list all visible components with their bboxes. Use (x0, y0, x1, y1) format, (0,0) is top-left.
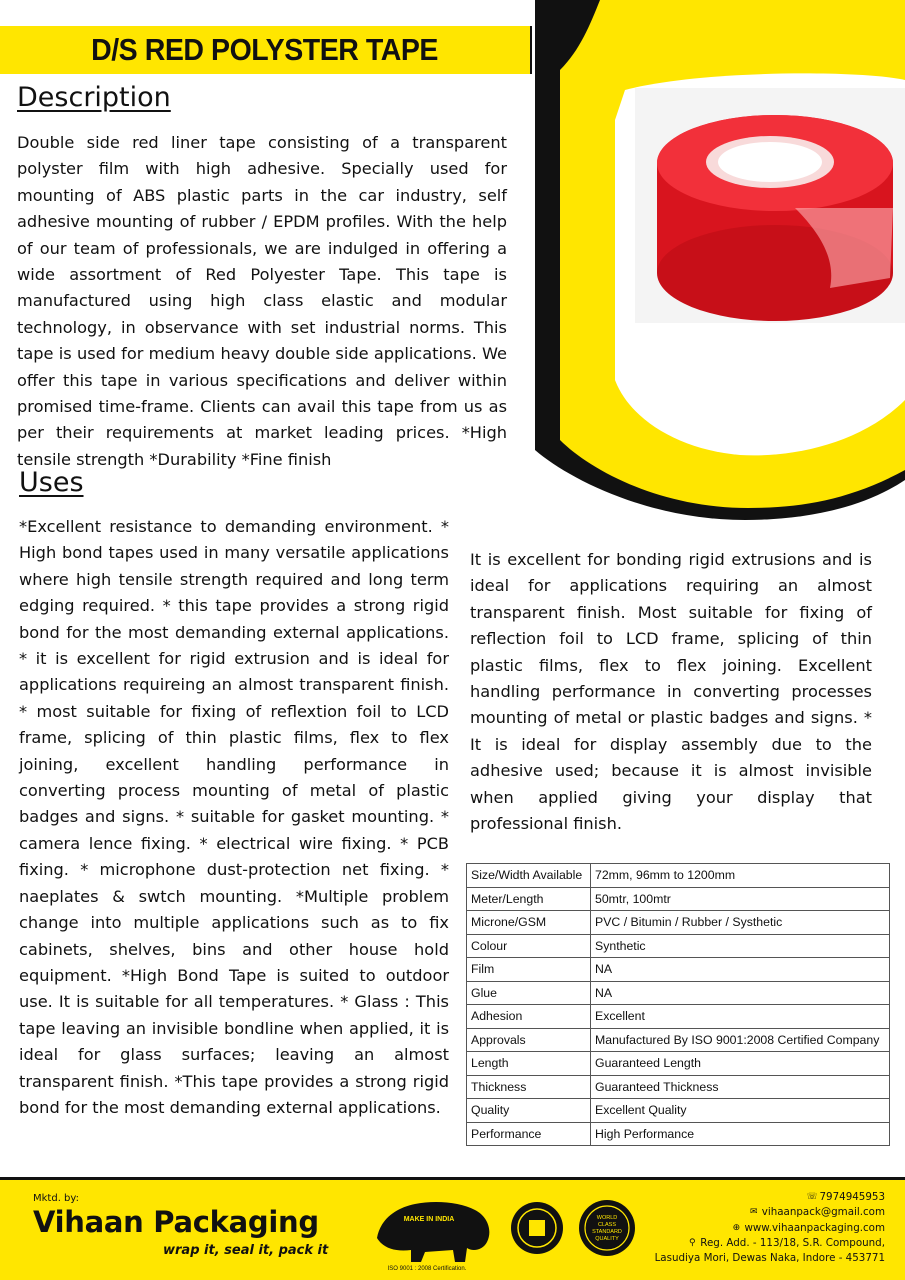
address-line-2: Lasudiya Mori, Dewas Naka, Indore - 453771 (654, 1252, 885, 1265)
table-row (467, 1005, 890, 1029)
spec-value: Excellent (591, 1005, 890, 1029)
spec-key: Colour (467, 934, 591, 958)
certification-logos (375, 1190, 645, 1272)
spec-key: Meter/Length (467, 887, 591, 911)
table-row (467, 864, 890, 888)
spec-value: Manufactured By ISO 9001:2008 Certified Company (591, 1028, 890, 1052)
location-pin-icon: ⚲ (688, 1237, 696, 1248)
spec-key: Performance (467, 1122, 591, 1146)
table-row (467, 1075, 890, 1099)
uses-text-right: It is excellent for bonding rigid extrusions and is ideal for applications requiring an almost transparent finish. Most suitable for fixing of reflection foil to LCD frame, splicing of thin plastic films, flex to flex joining. Excellent handling performance in converting processes mounting of metal or plastic badges and signs. * It is ideal for display assembly due to the adhesive used; because it is almost invisible when applied giving your display that professional finish. (470, 550, 872, 834)
badge-text-line: QUALITY (595, 1236, 619, 1242)
spec-key: Adhesion (467, 1005, 591, 1029)
spec-value: High Performance (591, 1122, 890, 1146)
table-row (467, 887, 890, 911)
table-row (467, 934, 890, 958)
uses-heading: Uses (19, 467, 84, 498)
spec-key: Thickness (467, 1075, 591, 1099)
spec-key: Quality (467, 1099, 591, 1123)
table-row (467, 1028, 890, 1052)
make-in-india-lion-icon (377, 1202, 489, 1262)
table-row (467, 911, 890, 935)
spec-key: Approvals (467, 1028, 591, 1052)
spec-value: NA (591, 958, 890, 982)
make-in-india-text: MAKE IN INDIA (403, 1216, 455, 1223)
spec-key: Size/Width Available (467, 864, 591, 888)
address-line-1: Reg. Add. - 113/18, S.R. Compound, (700, 1236, 885, 1249)
description-text: Double side red liner tape consisting of a transparent polyster film with high adhesive. Specially used for mounting of ABS plastic parts in the car industry, self adhesive mounting of rubber / EPDM profiles. With the help of our team of professionals, we are indulged in offering a wide assortment of Red Polyester Tape. This tape is manufactured using high class elastic and modular technology, in observance with set industrial norms. This tape is used for medium heavy double side applications. We offer this tape in various specifications and deliver within promised time-frame. Clients can avail this tape from us as per their requirements at market leading prices. *High tensile strength *Durability *Fine finish (17, 133, 507, 469)
spec-value: Excellent Quality (591, 1099, 890, 1123)
badge-text-line: STANDARD (592, 1229, 622, 1235)
title-bar (0, 26, 532, 74)
globe-icon: ⊕ (732, 1222, 741, 1233)
table-row (467, 958, 890, 982)
specification-table (466, 863, 890, 1146)
spec-key: Glue (467, 981, 591, 1005)
iso-seal-icon (511, 1202, 563, 1254)
phone-number[interactable]: 7974945953 (819, 1191, 885, 1203)
website-link[interactable]: www.vihaanpackaging.com (744, 1221, 885, 1234)
whatsapp-icon: ☏ (806, 1192, 818, 1202)
brand-tagline: wrap it, seal it, pack it (163, 1243, 329, 1258)
spec-key: Microne/GSM (467, 911, 591, 935)
table-row (467, 1099, 890, 1123)
contact-info (655, 1190, 885, 1266)
table-row (467, 1122, 890, 1146)
description-heading: Description (17, 82, 171, 113)
spec-value: Guaranteed Length (591, 1052, 890, 1076)
spec-value: Synthetic (591, 934, 890, 958)
red-tape-roll-image (635, 88, 905, 323)
iso-caption-text: ISO 9001 : 2008 Certification. (387, 1266, 467, 1272)
table-row (467, 1052, 890, 1076)
spec-key: Length (467, 1052, 591, 1076)
spec-value: 72mm, 96mm to 1200mm (591, 864, 890, 888)
spec-value: NA (591, 981, 890, 1005)
uses-text-left: *Excellent resistance to demanding environment. * High bond tapes used in many versatile applications where high tensile strength required and long term edging required. * this tape provides a strong rigid bond for the most demanding external applications. * it is excellent for rigid extrusion and is ideal for applications requireing an almost transparent finish. * most suitable for fixing of reflextion foil to LCD frame, splicing of thin plastic films, flex to flex joining, excellent handling performance in converting process mounting of metal of plastic badges and signs. * suitable for gasket mounting. * camera lence fixing. * electrical wire fixing. * PCB fixing. * microphone dust-protection net fixing. * naeplates & swtch mounting. *Multiple problem change into multiple applications such as to fix cabinets, shelves, bins and other house hold equipment. *High Bond Tape is suited to outdoor use. It is suitable for all temperatures. * Glass : This tape leaving an invisible bondline when applied, it is ideal for glass surfaces; leaving an almost transparent finish. *This tape provides a strong rigid bond for the most demanding external applications. (19, 517, 449, 1117)
brand-name: Vihaan Packaging (33, 1205, 319, 1239)
spec-value: Guaranteed Thickness (591, 1075, 890, 1099)
table-row (467, 981, 890, 1005)
email-address[interactable]: vihaanpack@gmail.com (761, 1206, 885, 1219)
spec-key: Film (467, 958, 591, 982)
spec-value: 50mtr, 100mtr (591, 887, 890, 911)
marketed-by-label: Mktd. by: (33, 1193, 79, 1204)
email-icon: ✉ (749, 1207, 758, 1218)
page-title: D/S RED POLYSTER TAPE (91, 32, 439, 67)
world-class-quality-badge-icon (579, 1200, 635, 1256)
spec-value: PVC / Bitumin / Rubber / Systhetic (591, 911, 890, 935)
badge-text-line: CLASS (597, 1222, 617, 1228)
badge-text-line: WORLD (596, 1215, 618, 1221)
